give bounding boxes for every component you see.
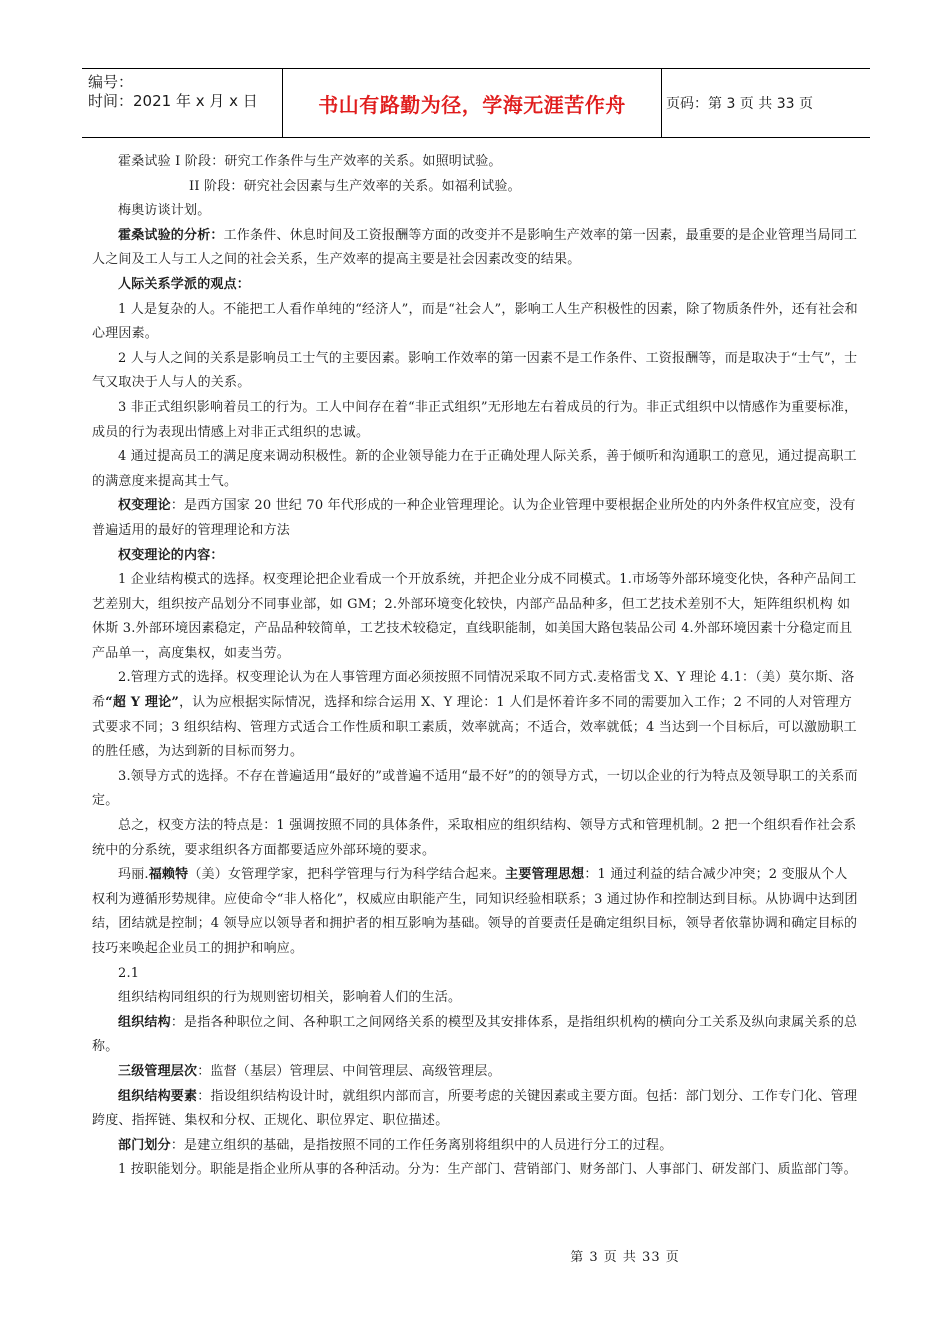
heading-contingency-content	[92, 544, 858, 569]
page-footer: 第 3 页 共 33 页	[570, 1250, 680, 1265]
paragraph-hawthorne-analysis	[92, 224, 858, 273]
paragraph-management-style	[92, 666, 858, 764]
term-hawthorne-analysis: 霍桑试验的分析：	[118, 227, 224, 243]
paragraph-contingency-theory	[92, 494, 858, 543]
heading-human-relations	[92, 273, 858, 298]
header-page-number: 页码：第 3 页 共 33 页	[666, 96, 813, 112]
paragraph-org-intro: 组织结构同组织的行为规则密切相关，影响着人们的生活。	[118, 990, 462, 1006]
term-structure-elements: 组织结构要素	[118, 1088, 198, 1104]
page-header	[82, 68, 870, 138]
paragraph-three-levels	[92, 1060, 858, 1085]
term-main-ideas: 主要管理思想	[505, 867, 585, 883]
term-super-y-theory: “超 Y 理论”	[105, 695, 180, 711]
paragraph-hr-point1: 1 人是复杂的人。不能把工人看作单纯的“经济人”，而是“社会人”，影响工人生产积极性的因素，除了物质条件外，还有社会和心理因素。	[92, 301, 858, 342]
paragraph-text: ：指设组织结构设计时，就组织内部而言，所要考虑的关键因素或主要方面。包括：部门划分、工作专门化、管理跨度、指挥链、集权和分权、正规化、职位界定、职位描述。	[92, 1088, 858, 1129]
paragraph-text: （美）女管理学家，把科学管理与行为科学结合起来。	[188, 867, 506, 883]
paragraph-text: ：1 通过利益的结合减少冲突；2 变服从个人权利为遵循形势规律。应使命令“非人格化”，权威应由职能产生，同知识经验相联系；3 通过协作和控制达到目标。从协调中达到团结，团结就是控制；4 领导应以领导者和拥护者的相互影响为基础。领导的首要责任是确定组织目标，领导者依靠协调和确定目标的技巧来唤起企业员工的拥护和响应。	[92, 867, 858, 956]
paragraph-hr-point2: 2 人与人之间的关系是影响员工士气的主要因素。影响工作效率的第一因素不是工作条件、工资报酬等，而是取决于“士气”，士气又取决于人与人的关系。	[92, 350, 858, 391]
paragraph-hr-point3: 3 非正式组织影响着员工的行为。工人中间存在着“非正式组织”无形地左右着成员的行为。非正式组织中以情感作为重要标准，成员的行为表现出情感上对非正式组织的忠诚。	[92, 399, 858, 440]
heading-text: 权变理论的内容：	[118, 547, 224, 563]
paragraph-hawthorne-stage2: II 阶段：研究社会因素与生产效率的关系。如福利试验。	[189, 178, 521, 194]
paragraph-text: ：监督（基层）管理层、中间管理层、高级管理层。	[197, 1063, 501, 1079]
header-slogan: 书山有路勤为径，学海无涯苦作舟	[318, 92, 626, 117]
paragraph-departmentalization	[92, 1134, 858, 1159]
paragraph-hawthorne-stage1: 霍桑试验 I 阶段：研究工作条件与生产效率的关系。如照明试验。	[118, 154, 502, 169]
paragraph-org-structure	[92, 1011, 858, 1060]
term-departmentalization: 部门划分	[118, 1137, 171, 1153]
paragraph-text: 2.管理方式的选择。权变理论认为在人事管理方面必须按照不同情况采取不同方式.麦格雷戈 X、Y 理论 4.1：（美）莫尔斯、洛希	[92, 670, 855, 711]
paragraph-leadership-style: 3.领导方式的选择。不存在普遍适用“最好的”或普遍不适用“最不好”的的领导方式，一切以企业的行为特点及领导职工的关系而定。	[92, 768, 858, 809]
section-number: 2.1	[118, 965, 140, 981]
document-body	[92, 150, 858, 1183]
paragraph-text: ：是指各种职位之间、各种职工之间网络关系的模型及其安排体系，是指组织机构的横向分工关系及纵向隶属关系的总称。	[92, 1014, 858, 1055]
paragraph-follett	[92, 863, 858, 961]
paragraph-text: ，认为应根据实际情况，选择和综合运用 X、Y 理论：1 人们是怀着许多不同的需要加入工作；2 不同的人对管理方式要求不同；3 组织结构、管理方式适合工作性质和职工素质，效率就高；不适合，效率就低；4 当达到一个目标后，可以激励职工的胜任感，为达到新的目标而努力。	[92, 695, 857, 760]
term-three-levels: 三级管理层次	[118, 1063, 198, 1079]
paragraph-text: 玛丽.	[118, 867, 149, 883]
document-date: 时间：2021 年 x 月 x 日	[88, 92, 258, 110]
paragraph-summary: 总之，权变方法的特点是：1 强调按照不同的具体条件，采取相应的组织结构、领导方式和管理机制。2 把一个组织看作社会系统中的分系统，要求组织各方面都要适应外部环境的要求。	[92, 818, 857, 858]
header-meta	[88, 73, 284, 111]
term-org-structure: 组织结构	[118, 1014, 171, 1030]
heading-text: 人际关系学派的观点：	[118, 276, 251, 292]
paragraph-text: ：是建立组织的基础，是指按照不同的工作任务离别将组织中的人员进行分工的过程。	[170, 1137, 673, 1153]
term-contingency-theory: 权变理论	[118, 498, 171, 514]
paragraph-structure-elements	[92, 1085, 858, 1134]
document-number-label: 编号：	[88, 73, 134, 91]
header-slogan-cell	[282, 69, 662, 137]
paragraph-text: ：是西方国家 20 世纪 70 年代形成的一种企业管理理论。认为企业管理中要根据企业所处的内外条件权宜应变，没有普遍适用的最好的管理理论和方法	[92, 498, 856, 538]
paragraph-hr-point4: 4 通过提高员工的满足度来调动积极性。新的企业领导能力在于正确处理人际关系，善于倾听和沟通职工的意见，通过提高职工的满意度来提高其士气。	[92, 449, 857, 489]
term-follett: 福赖特	[148, 867, 189, 883]
paragraph-functional-division: 1 按职能划分。职能是指企业所从事的各种活动。分为：生产部门、营销部门、财务部门、人事部门、研发部门、质监部门等。	[118, 1162, 857, 1178]
paragraph-text: 工作条件、休息时间及工资报酬等方面的改变并不是影响生产效率的第一因素，最重要的是企业管理当局同工人之间及工人与工人之间的社会关系，生产效率的提高主要是社会因素改变的结果。	[92, 227, 858, 268]
paragraph-mayo-interview: 梅奥访谈计划。	[118, 203, 211, 219]
paragraph-structure-choice: 1 企业结构模式的选择。权变理论把企业看成一个开放系统，并把企业分成不同模式。1.市场等外部环境变化快，各种产品间工艺差别大，组织按产品划分不同事业部，如 GM；2.外部环境变化较快，内部产品品种多，但工艺技术差别不大，矩阵组织机构 如休斯 3.外部环境因素稳定，产品品种较简单，工艺技术较稳定，直线职能制，如美国大路包装品公司 4.外部环境因素十分稳定而且产品单一，高度集权，如麦当劳。	[92, 572, 857, 661]
